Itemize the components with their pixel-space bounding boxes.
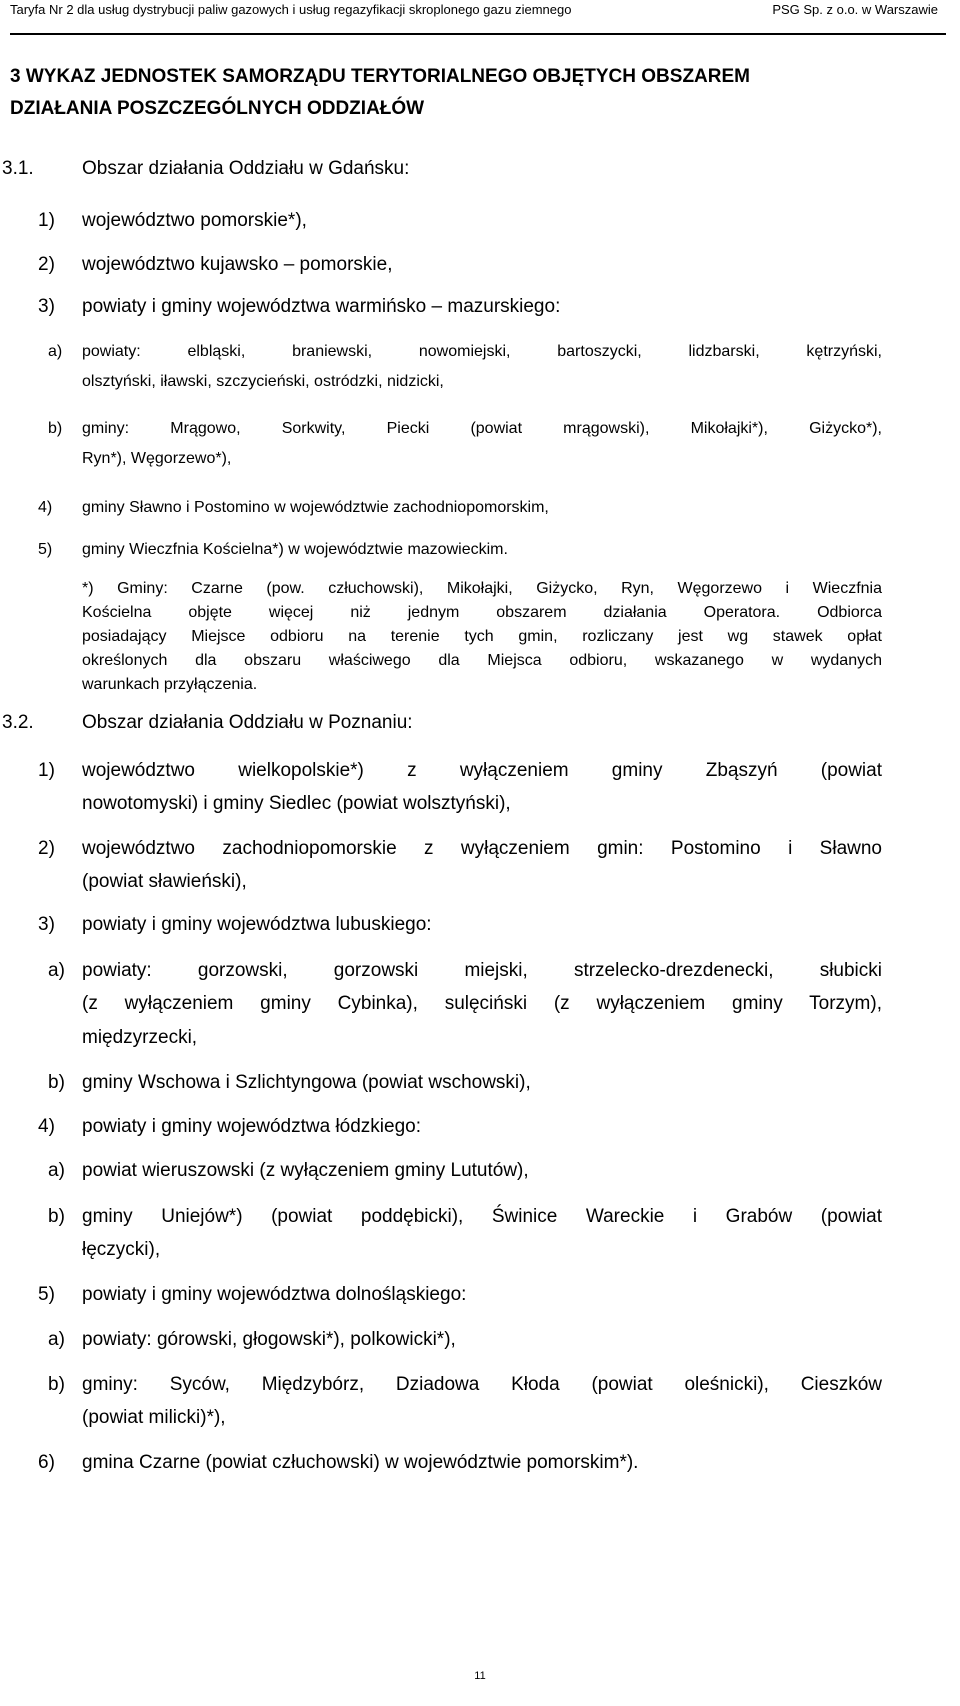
list-item: województwo zachodniopomorskie z wyłączeniem gmin: Postomino i Sławno xyxy=(82,838,882,859)
header-left: Taryfa Nr 2 dla usług dystrybucji paliw gazowych i usług regazyfikacji skroplonego gazu ziemnego xyxy=(10,2,572,17)
sublist-item: powiat wieruszowski (z wyłączeniem gminy Lututów), xyxy=(82,1160,529,1181)
sublist-item-cont: olsztyński, iławski, szczycieński, ostródzki, nidzicki, xyxy=(82,373,444,390)
sublist-item: powiaty: elbląski, braniewski, nowomiejski, bartoszycki, lidzbarski, kętrzyński, xyxy=(82,343,882,360)
sublist-marker: b) xyxy=(48,1206,65,1227)
sublist-marker: a) xyxy=(48,960,65,981)
header-rule xyxy=(10,33,946,35)
sublist-marker: a) xyxy=(48,1160,65,1181)
header-right: PSG Sp. z o.o. w Warszawie xyxy=(772,2,938,17)
list-item: gminy Sławno i Postomino w województwie zachodniopomorskim, xyxy=(82,499,549,516)
sublist-marker: b) xyxy=(48,420,63,437)
list-item: powiaty i gminy województwa warmińsko – mazurskiego: xyxy=(82,296,561,317)
footnote-line: określonych dla obszaru właściwego dla Miejsca odbioru, wskazanego w wydanych xyxy=(82,652,882,669)
sublist-marker: b) xyxy=(48,1374,65,1395)
footnote-line: posiadający Miejsce odbioru na terenie tych gmin, rozliczany jest wg stawek opłat xyxy=(82,628,882,645)
sublist-item: gminy Uniejów*) (powiat poddębicki), Świnice Wareckie i Grabów (powiat xyxy=(82,1206,882,1227)
footnote-line: Kościelna objęte więcej niż jednym obszarem działania Operatora. Odbiorca xyxy=(82,604,882,621)
subsection-number: 3.2. xyxy=(2,712,34,733)
list-marker: 2) xyxy=(38,838,55,859)
footnote-line: *) Gminy: Czarne (pow. człuchowski), Mikołajki, Giżycko, Ryn, Węgorzewo i Wieczfnia xyxy=(82,580,882,597)
list-marker: 5) xyxy=(38,1284,55,1305)
subsection-number: 3.1. xyxy=(2,158,34,179)
sublist-marker: a) xyxy=(48,1329,65,1350)
subsection-title: Obszar działania Oddziału w Poznaniu: xyxy=(82,712,413,733)
list-item: powiaty i gminy województwa łódzkiego: xyxy=(82,1116,421,1137)
sublist-item: powiaty: górowski, głogowski*), polkowicki*), xyxy=(82,1329,456,1350)
list-item-cont: (powiat sławieński), xyxy=(82,871,247,892)
list-item: powiaty i gminy województwa lubuskiego: xyxy=(82,914,432,935)
list-marker: 3) xyxy=(38,296,55,317)
list-marker: 1) xyxy=(38,760,55,781)
section-heading-cont: DZIAŁANIA POSZCZEGÓLNYCH ODDZIAŁÓW xyxy=(10,98,425,119)
list-marker: 3) xyxy=(38,914,55,935)
sublist-item: gminy: Syców, Międzybórz, Dziadowa Kłoda (powiat oleśnicki), Cieszków xyxy=(82,1374,882,1395)
sublist-item: gminy: Mrągowo, Sorkwity, Piecki (powiat mrągowski), Mikołajki*), Giżycko*), xyxy=(82,420,882,437)
list-item: gminy Wieczfnia Kościelna*) w województwie mazowieckim. xyxy=(82,541,508,558)
list-item: powiaty i gminy województwa dolnośląskiego: xyxy=(82,1284,467,1305)
page-number: 11 xyxy=(474,1670,486,1682)
subsection-title: Obszar działania Oddziału w Gdańsku: xyxy=(82,158,410,179)
sublist-item-cont: łęczycki), xyxy=(82,1239,161,1260)
sublist-item-cont: Ryn*), Węgorzewo*), xyxy=(82,450,232,467)
list-item: gmina Czarne (powiat człuchowski) w województwie pomorskim*). xyxy=(82,1452,639,1473)
sublist-item-cont: międzyrzecki, xyxy=(82,1027,198,1048)
sublist-item: powiaty: gorzowski, gorzowski miejski, strzelecko-drezdenecki, słubicki xyxy=(82,960,882,981)
list-marker: 6) xyxy=(38,1452,55,1473)
list-marker: 2) xyxy=(38,254,55,275)
list-marker: 5) xyxy=(38,541,53,558)
list-marker: 1) xyxy=(38,210,55,231)
sublist-marker: a) xyxy=(48,343,63,360)
list-item: województwo pomorskie*), xyxy=(82,210,307,231)
list-marker: 4) xyxy=(38,1116,55,1137)
list-item: województwo wielkopolskie*) z wyłączeniem gminy Zbąszyń (powiat xyxy=(82,760,882,781)
sublist-marker: b) xyxy=(48,1072,65,1093)
sublist-item-cont: (z wyłączeniem gminy Cybinka), sulęciński (z wyłączeniem gminy Torzym), xyxy=(82,993,882,1014)
footnote-line: warunkach przyłączenia. xyxy=(82,676,258,693)
sublist-item: gminy Wschowa i Szlichtyngowa (powiat wschowski), xyxy=(82,1072,531,1093)
section-heading: 3 WYKAZ JEDNOSTEK SAMORZĄDU TERYTORIALNEGO OBJĘTYCH OBSZAREM xyxy=(10,66,750,87)
list-item: województwo kujawsko – pomorskie, xyxy=(82,254,393,275)
sublist-item-cont: (powiat milicki)*), xyxy=(82,1407,226,1428)
list-marker: 4) xyxy=(38,499,53,516)
list-item-cont: nowotomyski) i gminy Siedlec (powiat wolsztyński), xyxy=(82,793,511,814)
